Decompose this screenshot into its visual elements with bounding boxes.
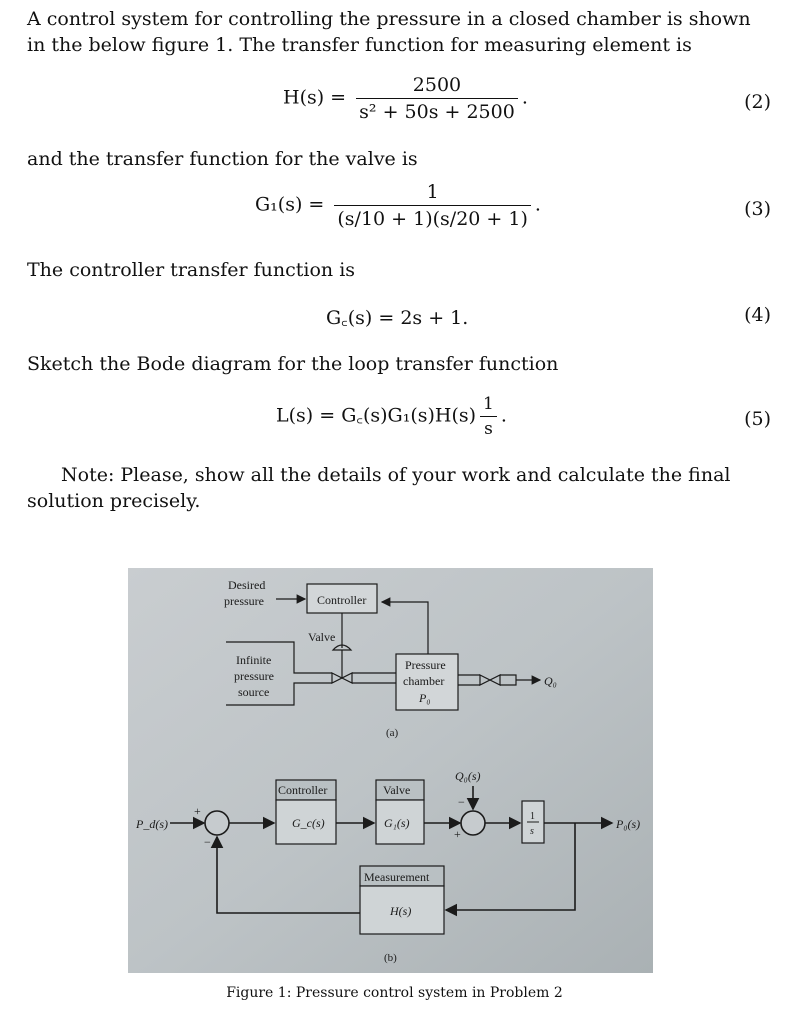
intro-paragraph: A control system for controlling the pressure in a closed chamber is shown in the below figure 1. The transfer function for measuring element is xyxy=(27,8,751,56)
disturbance-label: Q₀(s) xyxy=(455,769,481,783)
equation-3 xyxy=(0,181,789,241)
source-line1: Infinite xyxy=(236,653,272,667)
eq4-body: G꜀(s) = 2s + 1. xyxy=(326,307,469,329)
valve-label-a: Valve xyxy=(308,630,336,644)
eq2-tail: . xyxy=(521,86,528,109)
eq3-denominator: (s/10 + 1)(s/20 + 1) xyxy=(337,208,528,230)
integrator-den: s xyxy=(530,826,534,837)
eq3-lhs: G₁(s) = xyxy=(255,193,325,216)
input-label: P_d(s) xyxy=(136,817,168,831)
eq5-numerator: 1 xyxy=(480,394,497,417)
source-line2: pressure xyxy=(234,669,274,683)
measurement-tf: H(s) xyxy=(390,904,412,918)
controller-paragraph: The controller transfer function is xyxy=(27,259,356,281)
eq5-fraction xyxy=(480,394,497,439)
summing-junction-2 xyxy=(461,811,485,835)
controller-tf: G_c(s) xyxy=(292,816,325,830)
summing-junction-1 xyxy=(205,811,229,835)
valve-title: Valve xyxy=(383,783,411,797)
equation-5 xyxy=(0,394,789,454)
source-line3: source xyxy=(238,685,270,699)
eq3-tail: . xyxy=(534,193,541,216)
part-a-label: (a) xyxy=(386,727,399,739)
measurement-title: Measurement xyxy=(364,870,430,884)
note-paragraph: Note: Please, show all the details of your work and calculate the final solution precisely. xyxy=(27,464,731,512)
sum1-minus: − xyxy=(204,835,211,849)
integrator-num: 1 xyxy=(530,811,535,822)
bode-paragraph: Sketch the Bode diagram for the loop transfer function xyxy=(27,353,559,375)
controller-title: Controller xyxy=(278,783,328,797)
eq5-lhs: L(s) = G꜀(s)G₁(s)H(s) xyxy=(276,404,477,427)
controller-label-a: Controller xyxy=(317,593,367,607)
eq5-tail: . xyxy=(500,404,507,427)
eq4-number: (4) xyxy=(744,304,771,326)
outflow-label: Q₀ xyxy=(544,674,557,688)
eq3-number: (3) xyxy=(744,198,771,220)
eq2-number: (2) xyxy=(744,91,771,113)
valve-paragraph: and the transfer function for the valve is xyxy=(27,148,418,170)
figure-caption: Figure 1: Pressure control system in Problem 2 xyxy=(226,985,563,1001)
chamber-line1: Pressure xyxy=(405,658,446,672)
eq2-numerator: 2500 xyxy=(356,74,518,99)
sum1-plus: + xyxy=(194,804,201,818)
desired-pressure-line1: Desired xyxy=(228,578,266,592)
eq5-number: (5) xyxy=(744,408,771,430)
eq5-denominator: s xyxy=(484,419,493,439)
equation-2 xyxy=(0,74,789,134)
eq2-fraction xyxy=(356,74,518,123)
chamber-line2: chamber xyxy=(403,674,445,688)
valve-tf: G₁(s) xyxy=(384,816,410,830)
eq3-fraction xyxy=(334,181,530,230)
sum2-plus: + xyxy=(454,827,461,841)
desired-pressure-line2: pressure xyxy=(224,594,264,608)
chamber-line3: P₀ xyxy=(419,691,431,705)
eq2-lhs: H(s) = xyxy=(283,86,347,109)
output-label: P₀(s) xyxy=(616,817,641,831)
eq3-numerator: 1 xyxy=(334,181,530,206)
part-b-label: (b) xyxy=(384,952,397,964)
pressure-control-figure xyxy=(128,568,653,973)
sum2-minus: − xyxy=(458,795,465,809)
eq2-denominator: s² + 50s + 2500 xyxy=(359,101,515,123)
